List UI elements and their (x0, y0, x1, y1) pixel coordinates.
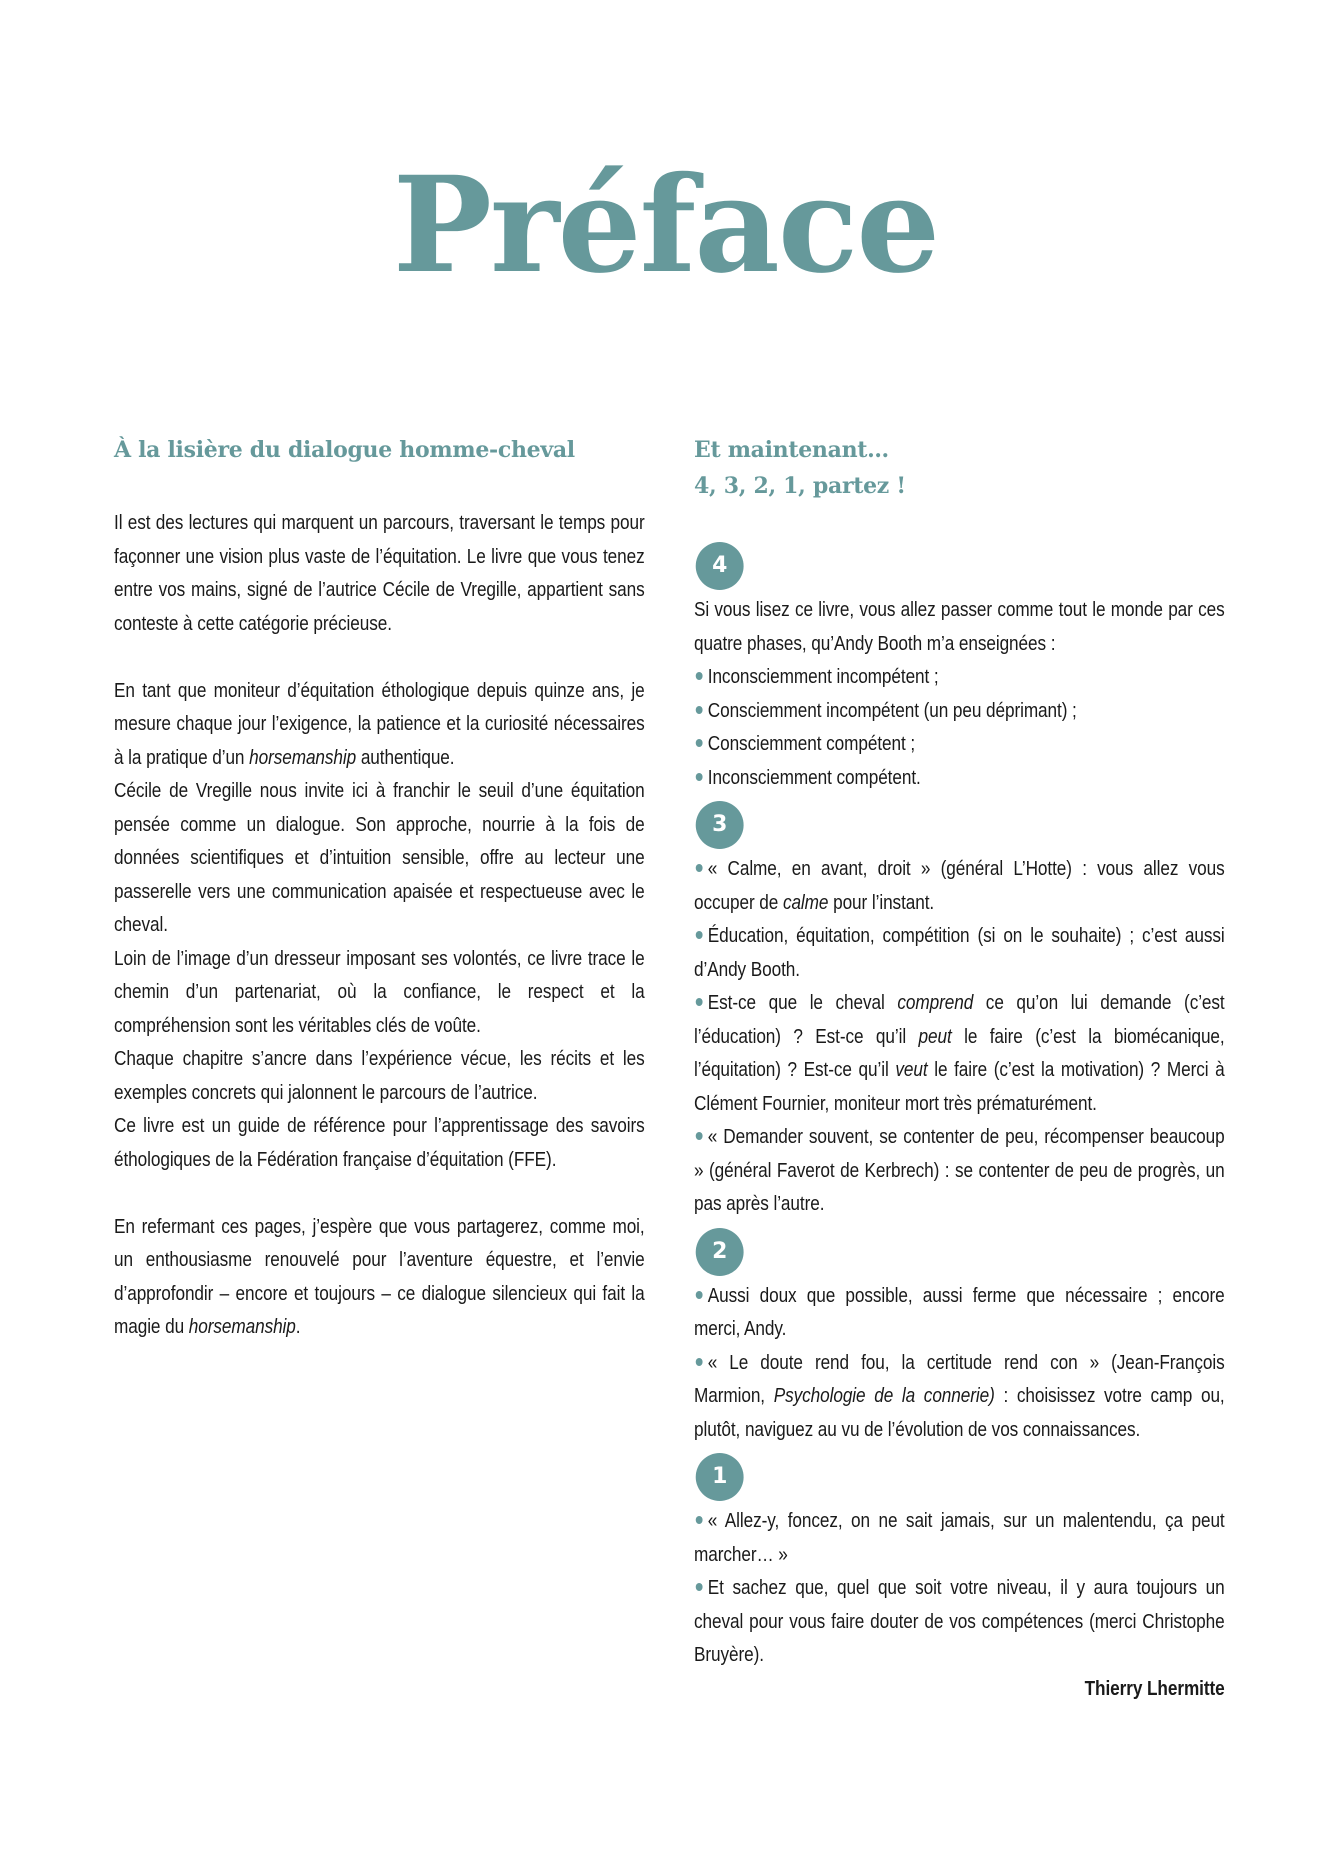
paragraph: Chaque chapitre s’ancre dans l’expérience vécue, les récits et les exemples concrets qui jalonnent le parcours de l’autrice. (114, 1048, 645, 1104)
bullet-icon (696, 864, 703, 872)
list-item: « Le doute rend fou, la certitude rend con » (Jean-François Marmion, Psychologie de la connerie) : choisissez votre camp ou, plutôt, naviguez au vu de l’évolution de vos connaissances. (694, 1351, 1225, 1441)
bullet-icon (696, 773, 703, 781)
list-item: Et sachez que, quel que soit votre niveau, il y aura toujours un cheval pour vous faire douter de vos compétences (merci Christophe Bruyère). (694, 1577, 1225, 1666)
paragraph: Ce livre est un guide de référence pour l’apprentissage des savoirs éthologiques de la Fédération française d’équitation (FFE). (114, 1115, 645, 1171)
bullet-icon (696, 706, 703, 714)
bullet-icon (696, 672, 703, 680)
left-body (114, 507, 645, 1345)
paragraph: En tant que moniteur d’équitation éthologique depuis quinze ans, je mesure chaque jour l’exigence, la patience et la curiosité nécessaires à la pratique d’un horsemanship authentique. (114, 679, 645, 769)
signature: Thierry Lhermitte (1084, 1677, 1225, 1700)
paragraph: Il est des lectures qui marquent un parcours, traversant le temps pour façonner une vision plus vaste de l’équitation. Le livre que vous tenez entre vos mains, signé de l’autrice Cécile de Vregille, appartient sans conteste à cette catégorie précieuse. (114, 512, 645, 635)
list-item: Est-ce que le cheval comprend ce qu’on lui demande (c’est l’éducation) ? Est-ce qu’il peut le faire (c’est la biomécanique, l’équitation) ? Est-ce qu’il veut le faire (c’est la motivation) ? Merci à Clément Fournier, moniteur mort très prématurément. (694, 992, 1225, 1115)
list-item: Aussi doux que possible, aussi ferme que nécessaire ; encore merci, Andy. (694, 1284, 1225, 1340)
bullet-icon (696, 1583, 703, 1591)
list-item: Inconsciemment incompétent ; (694, 661, 1225, 695)
left-heading: À la lisière du dialogue homme-cheval (114, 437, 575, 463)
right-heading-line-1: Et maintenant… (694, 437, 889, 463)
list-item: Inconsciemment compétent. (694, 762, 1225, 796)
bullet-icon (696, 1516, 703, 1524)
bullet-icon (696, 931, 703, 939)
paragraph: En refermant ces pages, j’espère que vous partagerez, comme moi, un enthousiasme renouvelé pour l’aventure équestre, et l’envie d’approfondir – encore et toujours – ce dialogue silencieux qui fait la magie du horsemanship. (114, 1215, 645, 1338)
step-badge-4: 4 (696, 542, 744, 590)
step-badge-3: 3 (696, 801, 744, 849)
bullet-icon (696, 1291, 703, 1299)
paragraph: Cécile de Vregille nous invite ici à franchir le seuil d’une équitation pensée comme un dialogue. Son approche, nourrie à la fois de données scientifiques et d’intuition sensible, offre au lecteur une passerelle vers une communication apaisée et respectueuse avec le cheval. (114, 780, 645, 936)
list-item: « Calme, en avant, droit » (général L’Hotte) : vous allez vous occuper de calme pour l’instant. (694, 858, 1225, 914)
step-badge-1: 1 (696, 1453, 744, 1501)
step-badge-2: 2 (696, 1228, 744, 1276)
page-title: Préface (392, 148, 939, 303)
list-item: Consciemment incompétent (un peu déprimant) ; (694, 695, 1225, 729)
italic-term: horsemanship (249, 746, 357, 769)
bullet-icon (696, 998, 703, 1006)
bullet-icon (696, 1358, 703, 1366)
list-item: Éducation, équitation, compétition (si on le souhaite) ; c’est aussi d’Andy Booth. (694, 925, 1225, 981)
left-column (114, 432, 645, 1345)
paragraph: Si vous lisez ce livre, vous allez passer comme tout le monde par ces quatre phases, qu’Andy Booth m’a enseignées : (694, 599, 1225, 655)
list-item: « Allez-y, foncez, on ne sait jamais, sur un malentendu, ça peut marcher… » (694, 1510, 1225, 1566)
right-heading-line-2: 4, 3, 2, 1, partez ! (694, 473, 906, 499)
list-item: Consciemment compétent ; (694, 728, 1225, 762)
list-item: « Demander souvent, se contenter de peu, récompenser beaucoup » (général Faverot de Kerbrech) : se contenter de peu de progrès, un pas après l’autre. (694, 1126, 1225, 1215)
bullet-icon (696, 739, 703, 747)
right-body (694, 542, 1225, 1706)
right-heading (694, 432, 1225, 504)
italic-term: horsemanship (188, 1316, 296, 1338)
paragraph: Loin de l’image d’un dresseur imposant ses volontés, ce livre trace le chemin d’un partenariat, où la confiance, le respect et la compréhension sont les véritables clés de voûte. (114, 947, 645, 1037)
bullet-icon (696, 1132, 703, 1140)
right-column (694, 432, 1225, 1706)
